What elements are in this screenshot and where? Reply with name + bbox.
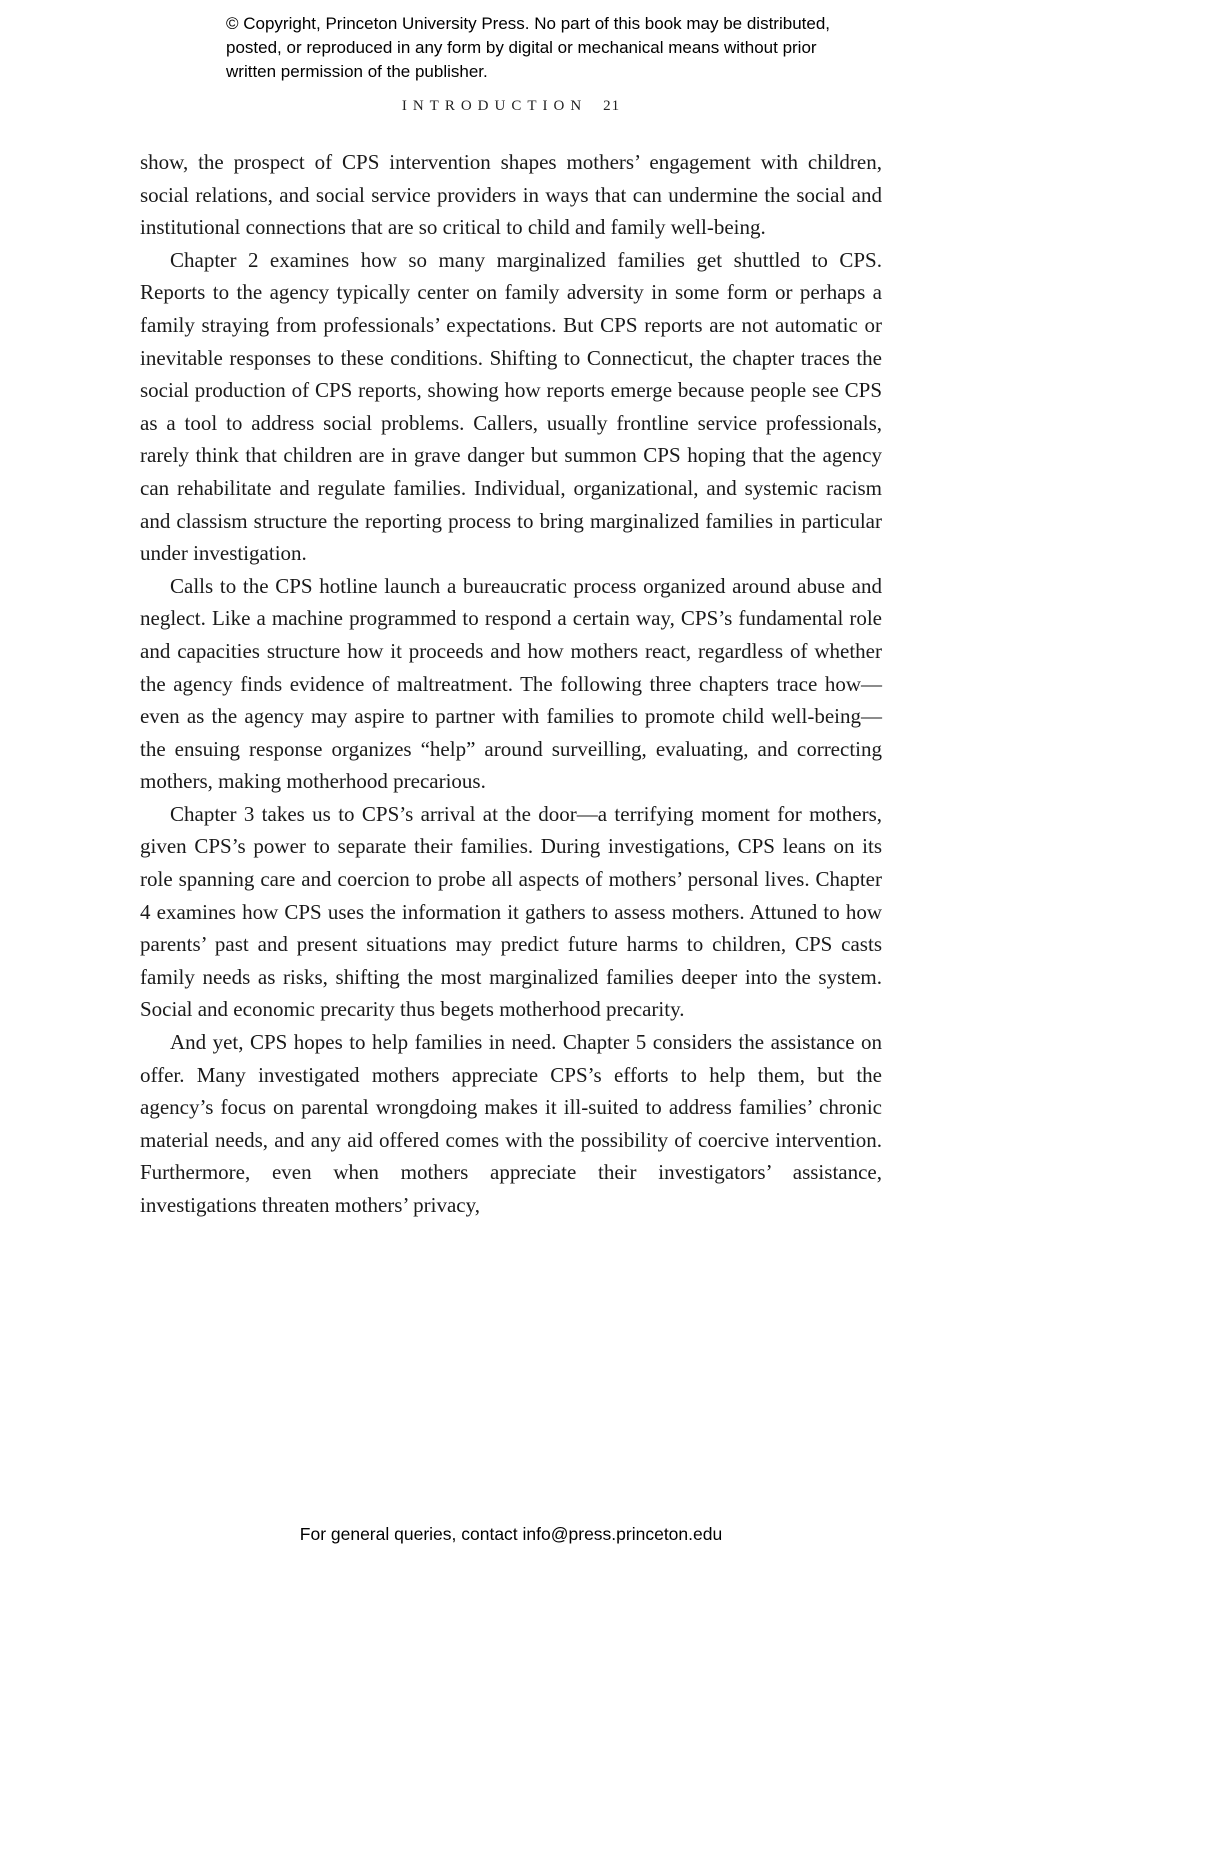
- page-number: 21: [603, 98, 621, 114]
- footer-query-line: For general queries, contact info@press.princeton.edu: [299, 1524, 723, 1544]
- paragraph-chapter-3-4: Chapter 3 takes us to CPS’s arrival at the door—a terrifying moment for mothers, given CPS’s power to separate their families. During investigations, CPS leans on its role spanning care and coercion to probe all aspects of mothers’ personal lives. Chapter 4 examines how CPS uses the information it gathers to assess mothers. Attuned to how parents’ past and present situations may predict future harms to children, CPS casts family needs as risks, shifting the most marginalized families deeper into the system. Social and economic precarity thus begets motherhood precarity.: [140, 801, 882, 1022]
- body-text: [140, 146, 882, 1222]
- paragraph-chapter-2: Chapter 2 examines how so many marginalized families get shuttled to CPS. Reports to the agency typically center on family adversity in some form or perhaps a family straying from professionals’ expectations. But CPS reports are not automatic or inevitable responses to these conditions. Shifting to Connecticut, the chapter traces the social production of CPS reports, showing how reports emerge because people see CPS as a tool to address social problems. Callers, usually frontline service professionals, rarely think that children are in grave danger but summon CPS hoping that the agency can rehabilitate and regulate families. Individual, organizational, and systemic racism and classism structure the reporting process to bring marginalized families in particular under investigation.: [140, 247, 882, 566]
- chapter-title: INTRODUCTION: [401, 98, 588, 114]
- paragraph-chapter-5: And yet, CPS hopes to help families in need. Chapter 5 considers the assistance on offer. Many investigated mothers appreciate CPS’s efforts to help them, but the agency’s focus on parental wrongdoing makes it ill-suited to address families’ chronic material needs, and any aid offered comes with the possibility of coercive intervention. Furthermore, even when mothers appreciate their investigators’ assistance, investigations threaten mothers’ privacy,: [140, 1030, 882, 1217]
- copyright-notice: © Copyright, Princeton University Press. No part of this book may be distributed, posted, or reproduced in any form by digital or mechanical means without prior written permission of the publisher.: [226, 14, 831, 81]
- paragraph-hotline: Calls to the CPS hotline launch a bureaucratic process organized around abuse and neglect. Like a machine programmed to respond a certain way, CPS’s fundamental role and capacities structure how it proceeds and how mothers react, regardless of whether the agency finds evidence of maltreatment. The following three chapters trace how—even as the agency may aspire to partner with families to promote child well-being—the ensuing response organizes “help” around surveilling, evaluating, and correcting mothers, making motherhood precarious.: [140, 573, 882, 794]
- running-header: [140, 98, 882, 115]
- paragraph-continuation: show, the prospect of CPS intervention shapes mothers’ engagement with children, social relations, and social service providers in ways that can undermine the social and institutional connections that are so critical to child and family well-being.: [140, 150, 882, 240]
